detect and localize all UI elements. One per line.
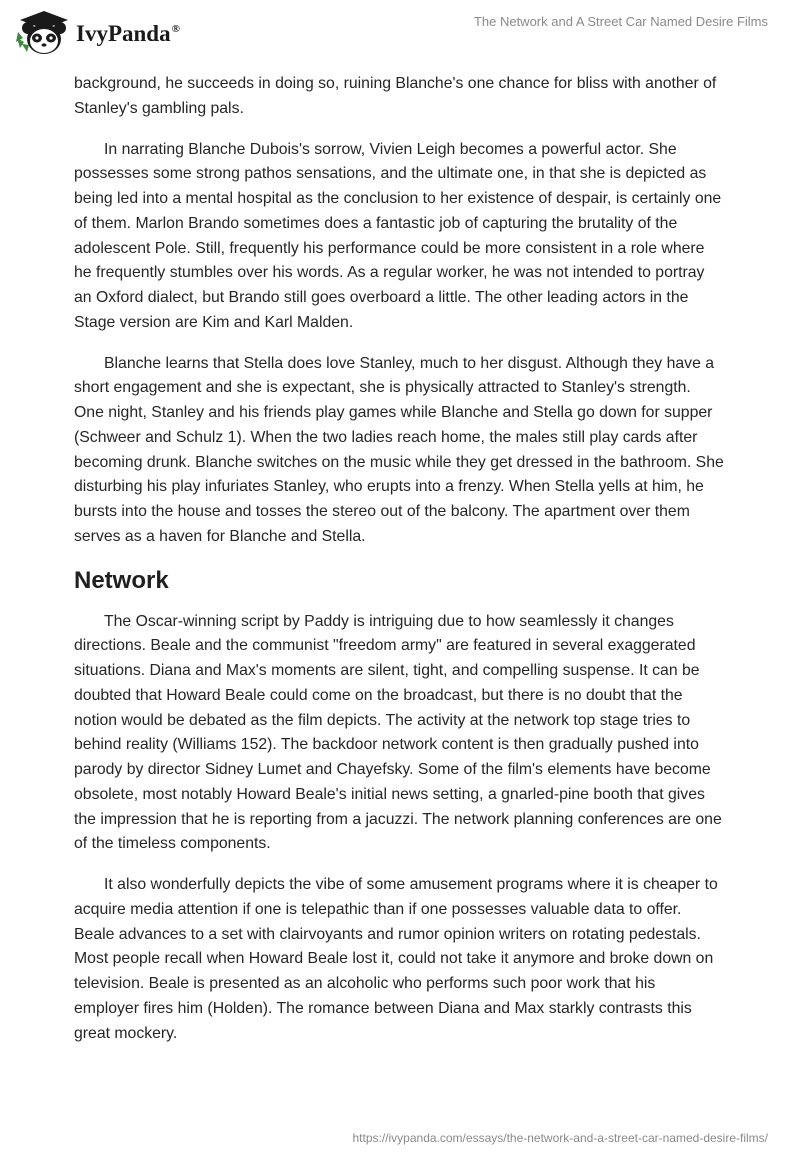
paragraph: In narrating Blanche Dubois's sorrow, Vivien Leigh becomes a powerful actor. She possesses some strong pathos sensations, and the ultimate one, in that she is depicted as being led into a mental hospital as the conclusion to her existence of despair, is certainly one of them. Marlon Brando sometimes does a fantastic job of capturing the brutality of the adolescent Pole. Still, frequently his performance could be more consistent in a role where he frequently stumbles over his words. As a regular worker, he was not intended to portray an Oxford dialect, but Brando still goes overboard a little. The other leading actors in the Stage version are Kim and Karl Malden.: [74, 140, 722, 331]
section-heading-network: Network: [74, 566, 169, 594]
panda-graduate-icon: [14, 8, 72, 58]
brand-name: IvyPanda®: [76, 21, 180, 46]
paragraph-continuation: background, he succeeds in doing so, ruining Blanche's one chance for bliss with another of Stanley's gambling pals.: [74, 75, 717, 117]
paragraph: The Oscar-winning script by Paddy is intriguing due to how seamlessly it changes directions. Beale and the communist "freedom army" are featured in several exaggerated situations. Diana and Max's moments are silent, tight, and compelling suspense. It can be doubted that Howard Beale could come on the broadcast, but there is no doubt that the notion would be debated as the film depicts. The activity at the network top stage tries to behind reality (Williams 152). The backdoor network content is then gradually pushed into parody by director Sidney Lumet and Chayefsky. Some of the film's elements have become obsolete, most notably Howard Beale's initial news setting, a gnarled-pine booth that gives the impression that he is reporting from a jacuzzi. The network planning conferences are one of the timeless components.: [74, 612, 722, 853]
page-header: [0, 0, 800, 70]
footer-source-url[interactable]: https://ivypanda.com/essays/the-network-and-a-street-car-named-desire-films/: [352, 1131, 768, 1145]
essay-body: [74, 72, 724, 1062]
document-title: The Network and A Street Car Named Desire Films: [473, 14, 768, 29]
paragraph: It also wonderfully depicts the vibe of some amusement programs where it is cheaper to acquire media attention if one is telepathic than if one possesses valuable data to offer. Beale advances to a set with clairvoyants and rumor opinion writers on rotating pedestals. Most people recall when Howard Beale lost it, could not take it anymore and broke down on television. Beale is presented as an alcoholic who performs such poor work that his employer fires him (Holden). The romance between Diana and Max starkly contrasts this great mockery.: [74, 876, 718, 1042]
paragraph: Blanche learns that Stella does love Stanley, much to her disgust. Although they have a short engagement and she is expectant, she is physically attracted to Stanley's strength. One night, Stanley and his friends play games while Blanche and Stella go down for supper (Schweer and Schulz 1). When the two ladies reach home, the males still play cards after becoming drunk. Blanche switches on the music while they get dressed in the bathroom. She disturbing his play infuriates Stanley, who erupts into a frenzy. When Stella yells at him, he bursts into the house and tosses the stereo out of the balcony. The apartment over them serves as a haven for Blanche and Stella.: [74, 354, 724, 545]
ivypanda-logo[interactable]: [14, 8, 180, 58]
